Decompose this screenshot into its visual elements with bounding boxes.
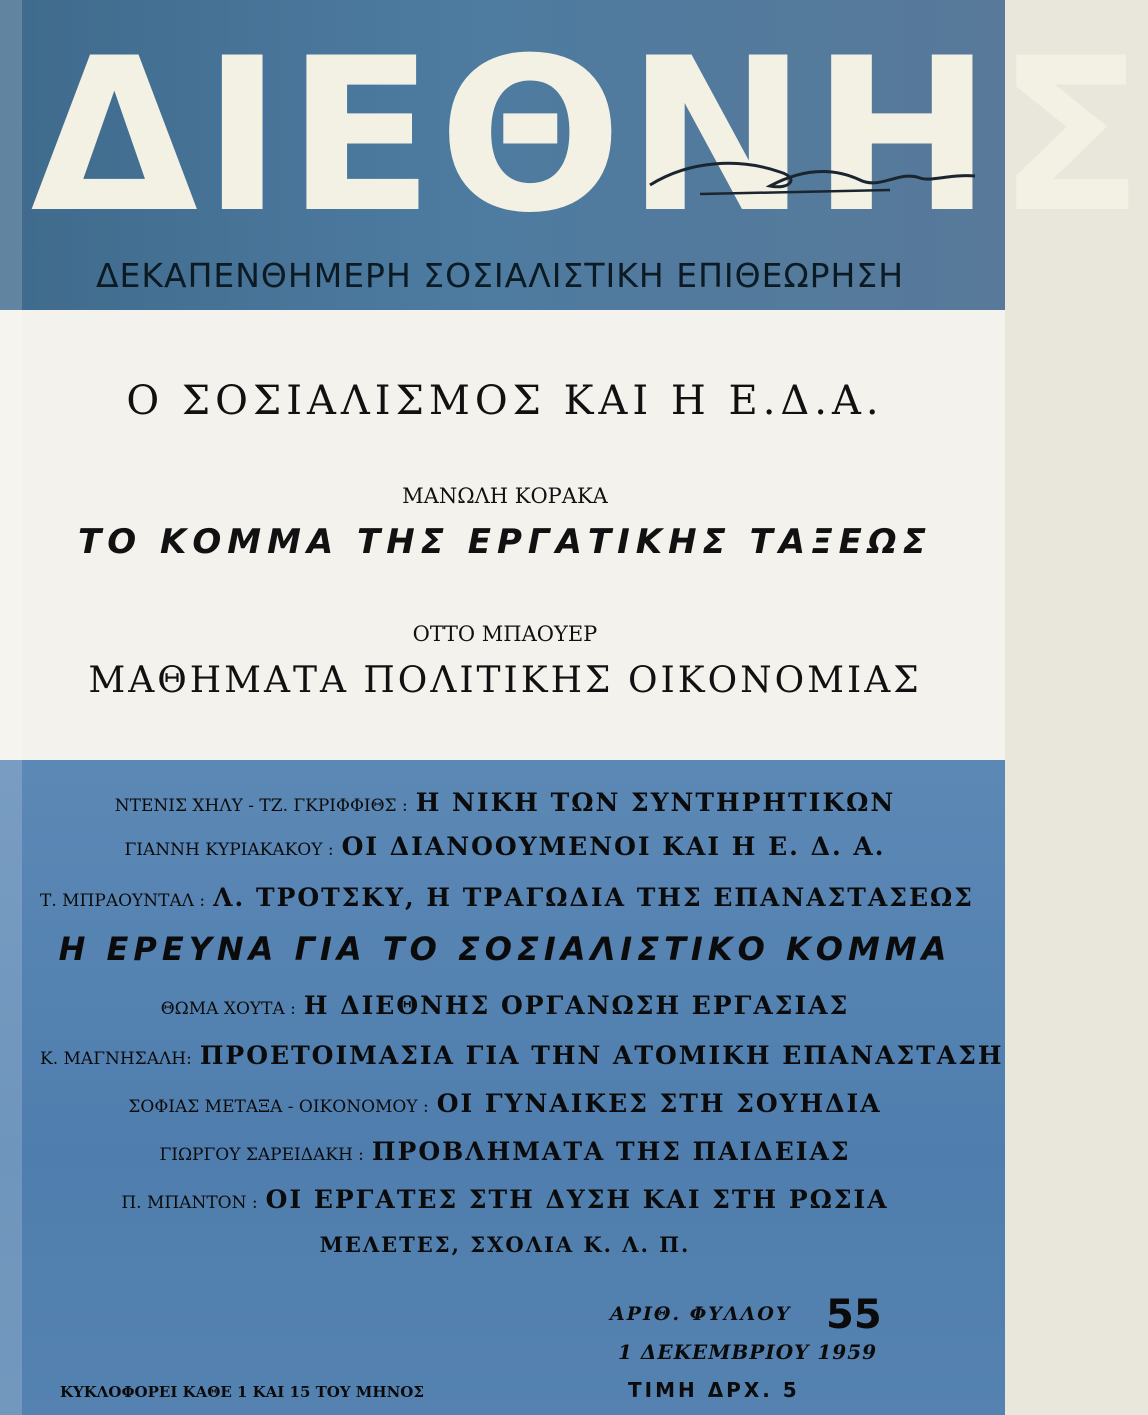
toc-title: ΠΡΟΕΤΟΙΜΑΣΙΑ ΓΙΑ ΤΗΝ ΑΤΟΜΙΚΗ ΕΠΑΝΑΣΤΑΣΗ [199, 1041, 1004, 1070]
circulation-note: ΚΥΚΛΟΦΟΡΕΙ ΚΑΘΕ 1 ΚΑΙ 15 ΤΟΥ ΜΗΝΟΣ [60, 1383, 424, 1401]
toc-author: ΣΟΦΙΑΣ ΜΕΤΑΞΑ - ΟΙΚΟΝΟΜΟΥ : [128, 1097, 429, 1117]
toc-row [40, 883, 974, 912]
toc-row [40, 1041, 1004, 1070]
issue-number: 55 [826, 1292, 882, 1338]
toc-row [40, 1137, 970, 1166]
spine-shade [0, 0, 22, 1415]
toc-feature-title: Η ΕΡΕΥΝΑ ΓΙΑ ΤΟ ΣΟΣΙΑΛΙΣΤΙΚΟ ΚΟΜΜΑ [58, 930, 952, 968]
toc-author: ΘΩΜΑ ΧΟΥΤΑ : [160, 999, 296, 1019]
toc-author: ΓΙΩΡΓΟΥ ΣΑΡΕΙΔΑΚΗ : [159, 1145, 364, 1165]
toc-author: Κ. ΜΑΓΝΗΣΑΛΗ: [40, 1049, 192, 1069]
toc-title: ΜΕΛΕΤΕΣ, ΣΧΟΛΙΑ Κ. Λ. Π. [319, 1232, 691, 1257]
toc-row [40, 1185, 970, 1214]
toc-row [40, 788, 970, 817]
toc-author: Τ. ΜΠΡΑΟΥΝΤΑΛ : [40, 891, 206, 911]
price-label: ΤΙΜΗ ΔΡΧ. 5 [628, 1378, 800, 1402]
toc-author: Π. ΜΠΑΝΤΟΝ : [121, 1193, 258, 1213]
toc-author: ΓΙΑΝΝΗ ΚΥΡΙΑΚΑΚΟΥ : [124, 840, 334, 860]
toc-row [40, 1232, 970, 1257]
toc-title: ΟΙ ΔΙΑΝΟΟΥΜΕΝΟΙ ΚΑΙ Η Ε. Δ. Α. [341, 832, 886, 861]
toc-title: ΟΙ ΓΥΝΑΙΚΕΣ ΣΤΗ ΣΟΥΗΔΙΑ [436, 1089, 882, 1118]
toc-title: Η ΝΙΚΗ ΤΩΝ ΣΥΝΤΗΡΗΤΙΚΩΝ [415, 788, 896, 817]
magazine-subtitle: ΔΕΚΑΠΕΝΘΗΜΕΡΗ ΣΟΣΙΑΛΙΣΤΙΚΗ ΕΠΙΘΕΩΡΗΣΗ [95, 256, 905, 295]
main-headline: Ο ΣΟΣΙΑΛΙΣΜΟΣ ΚΑΙ Η Ε.Δ.Α. [126, 378, 884, 424]
toc-row [40, 1089, 970, 1118]
toc-title: Λ. ΤΡΟΤΣΚΥ, Η ΤΡΑΓΩΔΙΑ ΤΗΣ ΕΠΑΝΑΣΤΑΣΕΩΣ [213, 883, 974, 912]
toc-title: Η ΔΙΕΘΝΗΣ ΟΡΓΑΝΩΣΗ ΕΡΓΑΣΙΑΣ [303, 991, 850, 1020]
issue-date: 1 ΔΕΚΕΜΒΡΙΟΥ 1959 [618, 1340, 878, 1364]
feature-title-1: ΤΟ ΚΟΜΜΑ ΤΗΣ ΕΡΓΑΤΙΚΗΣ ΤΑΞΕΩΣ [78, 522, 932, 562]
toc-author: ΝΤΕΝΙΣ ΧΗΛΥ - ΤΖ. ΓΚΡΙΦΦΙΘΣ : [114, 796, 408, 816]
masthead-title: ΔΙΕΘΝΗΣ [30, 12, 1148, 259]
handwritten-signature [630, 130, 990, 220]
feature-author-2: ΟΤΤΟ ΜΠΑΟΥΕΡ [412, 622, 598, 646]
feature-title-2: ΜΑΘΗΜΑΤΑ ΠΟΛΙΤΙΚΗΣ ΟΙΚΟΝΟΜΙΑΣ [88, 660, 922, 701]
toc-title: ΠΡΟΒΛΗΜΑΤΑ ΤΗΣ ΠΑΙΔΕΙΑΣ [371, 1137, 851, 1166]
toc-title: ΟΙ ΕΡΓΑΤΕΣ ΣΤΗ ΔΥΣΗ ΚΑΙ ΣΤΗ ΡΩΣΙΑ [265, 1185, 889, 1214]
toc-row [40, 832, 970, 861]
issue-label: ΑΡΙΘ. ΦΥΛΛΟΥ [610, 1303, 792, 1325]
toc-row [40, 991, 970, 1020]
feature-author-1: ΜΑΝΩΛΗ ΚΟΡΑΚΑ [402, 484, 608, 508]
